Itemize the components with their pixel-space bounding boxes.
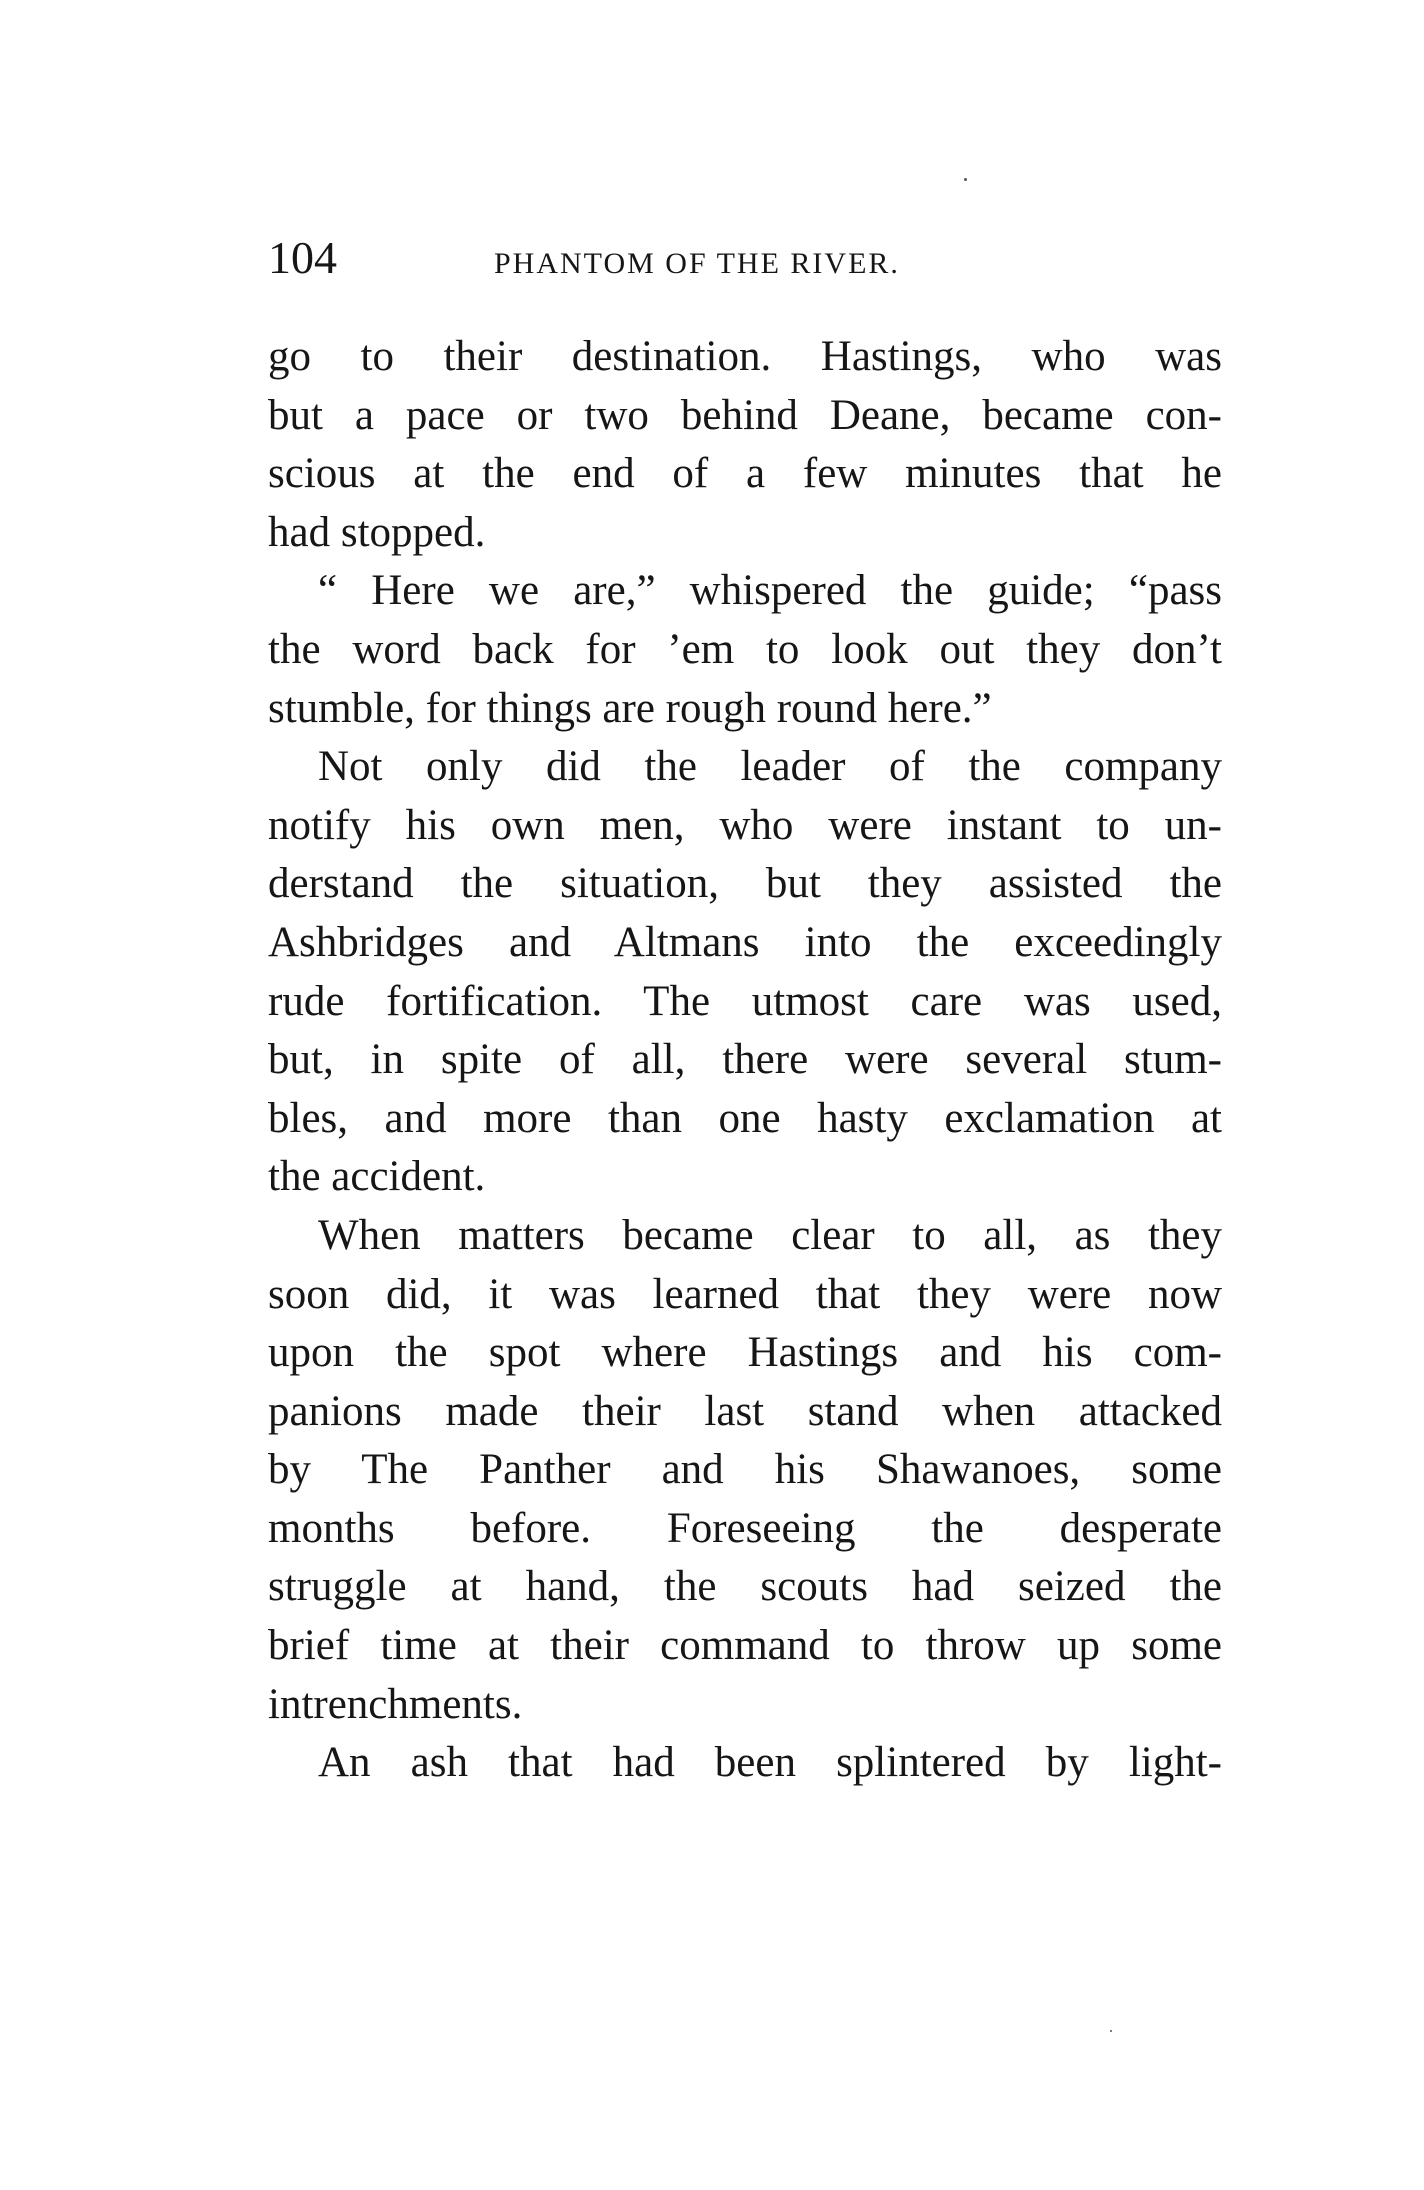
- text-line: stumble, for things are rough round here.”: [268, 684, 992, 732]
- page-header: [268, 228, 1228, 288]
- text-line: Not only did the leader of the company: [318, 743, 1222, 791]
- page-number: 104: [268, 232, 337, 283]
- text-line: derstand the situation, but they assisted the: [268, 860, 1222, 908]
- paragraph: [268, 1734, 1222, 1793]
- text-line: rude fortification. The utmost care was used,: [268, 977, 1222, 1025]
- text-line: Ashbridges and Altmans into the exceedingly: [268, 918, 1222, 966]
- body-text: [268, 328, 1222, 1793]
- text-line: soon did, it was learned that they were now: [268, 1270, 1222, 1318]
- paragraph: [268, 1207, 1222, 1734]
- paragraph: [268, 328, 1222, 562]
- text-line: scious at the end of a few minutes that he: [268, 450, 1222, 498]
- text-line: by The Panther and his Shawanoes, some: [268, 1446, 1222, 1494]
- text-line: bles, and more than one hasty exclamation at: [268, 1094, 1222, 1142]
- print-speck: [1110, 2030, 1112, 2032]
- text-line: the accident.: [268, 1153, 486, 1201]
- text-line: intrenchments.: [268, 1680, 523, 1728]
- text-line: but a pace or two behind Deane, became con-: [268, 391, 1222, 439]
- text-line: brief time at their command to throw up some: [268, 1622, 1222, 1670]
- text-line: notify his own men, who were instant to un-: [268, 801, 1222, 849]
- text-line: upon the spot where Hastings and his com-: [268, 1329, 1222, 1377]
- text-line: the word back for ’em to look out they don’t: [268, 625, 1222, 673]
- text-line: had stopped.: [268, 508, 486, 556]
- text-line: When matters became clear to all, as they: [318, 1211, 1222, 1259]
- text-line: struggle at hand, the scouts had seized the: [268, 1563, 1222, 1611]
- print-speck: [964, 178, 967, 181]
- text-line: months before. Foreseeing the desperate: [268, 1504, 1222, 1552]
- paragraph: [268, 562, 1222, 738]
- running-title: PHANTOM OF THE RIVER.: [494, 247, 900, 280]
- text-line: An ash that had been splintered by light-: [318, 1739, 1222, 1787]
- text-line: but, in spite of all, there were several stum-: [268, 1036, 1222, 1084]
- text-line: panions made their last stand when attacked: [268, 1387, 1222, 1435]
- text-line: go to their destination. Hastings, who was: [268, 333, 1222, 380]
- paragraph: [268, 738, 1222, 1207]
- text-line: “ Here we are,” whispered the guide; “pass: [318, 567, 1222, 615]
